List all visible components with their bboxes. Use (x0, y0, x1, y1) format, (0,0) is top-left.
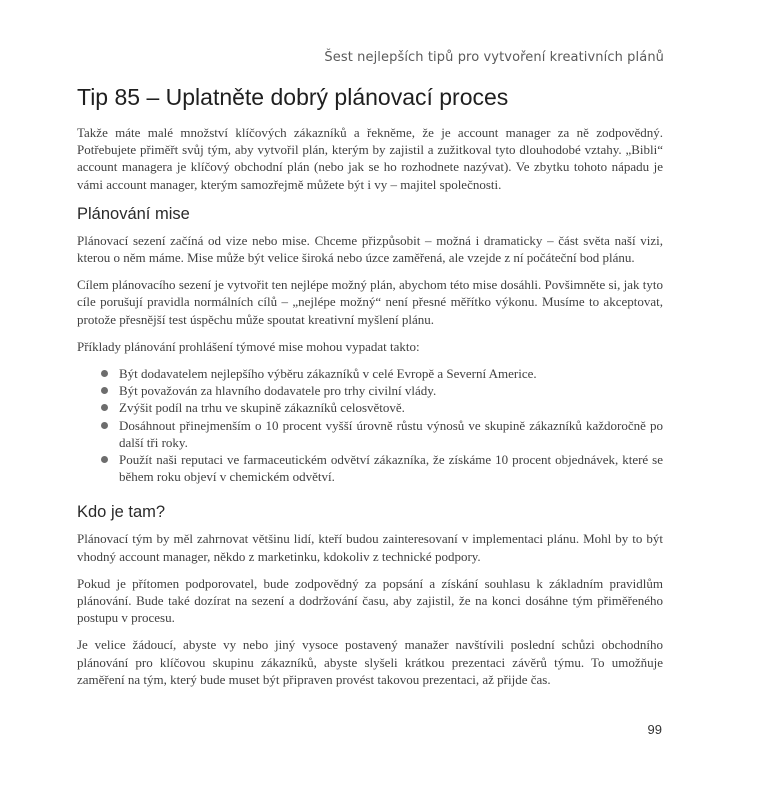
list-item-text: Dosáhnout přinejmenším o 10 procent vyšší úrovně růstu výnosů ve skupině zákazníků každoročně po další tři roky. (119, 417, 663, 450)
section-title-who-is-there: Kdo je tam? (77, 503, 166, 522)
list-item (119, 451, 663, 485)
bullet-icon (101, 387, 108, 394)
list-item-text: Použít naši reputaci ve farmaceutickém odvětví zákazníka, že získáme 10 procent objednávek, které se během roku objeví v chemickém odvětví. (119, 452, 663, 485)
list-item (119, 417, 663, 451)
intro-paragraph: Takže máte malé množství klíčových zákazníků a řekněme, že je account manager za ně zodpovědný. Potřebujete přiměřt svůj tým, aby vytvořil plán, kterým by zajistil a zužitkoval tyto dlouhodobé vztahy. „Bibli“ account managera je klíčový obchodní plán (nebo jak se ho rozhodnete nazývat). Ve zbytku tohoto nápadu je vámi account manager, kterým samozřejmě můžete být i vy – majitel společnosti. (77, 125, 663, 192)
bullet-icon (101, 404, 108, 411)
list-item (119, 382, 663, 399)
chapter-title: Tip 85 – Uplatněte dobrý plánovací proces (77, 84, 509, 110)
list-item-text: Zvýšit podíl na trhu ve skupině zákazníků celosvětově. (119, 400, 405, 416)
page-content (77, 84, 663, 698)
paragraph: Příklady plánování prohlášení týmové mise mohou vypadat takto: (77, 338, 420, 354)
bullet-icon (101, 456, 108, 463)
list-item-text: Být dodavatelem nejlepšího výběru zákazníků v celé Evropě a Severní Americe. (119, 366, 537, 382)
paragraph: Plánovací sezení začíná od vize nebo mise. Chceme přizpůsobit – možná i dramaticky – část světa naší vizi, kterou o něm máme. Mise může být velice široká nebo úzce zaměřená, ale vzejde z ní počáteční bod plánu. (77, 232, 663, 266)
running-header: Šest nejlepších tipů pro vytvoření kreativních plánů (324, 50, 664, 65)
list-item (119, 399, 663, 416)
mission-examples-list (77, 365, 663, 485)
list-item (119, 365, 663, 382)
paragraph: Cílem plánovacího sezení je vytvořit ten nejlépe možný plán, abychom této mise dosáhli. Povšimněte si, jak tyto cíle porušují pravidla normálních cílů – „nejlépe možný“ není přesné měřítko výkonu. Musíme to akceptovat, protože přesnější test úspěchu může spoutat kreativní myšlení plánu. (77, 277, 663, 327)
paragraph: Je velice žádoucí, abyste vy nebo jiný vysoce postavený manažer navštívili poslední schůzi obchodního plánování pro klíčovou skupinu zákazníků, abyste slyšeli krátkou prezentaci závěrů týmu. To umožňuje zaměření na tým, který bude muset být připraven provést takovou prezentaci, až přijde čas. (77, 637, 663, 687)
bullet-icon (101, 370, 108, 377)
page-number: 99 (647, 722, 662, 737)
paragraph: Plánovací tým by měl zahrnovat většinu lidí, kteří budou zainteresovaní v implementaci plánu. Mohl by to být vhodný account manager, někdo z marketinku, kdokoliv z technické podpory. (77, 531, 663, 564)
paragraph: Pokud je přítomen podporovatel, bude zodpovědný za popsání a získání souhlasu k základním pravidlům plánování. Bude také dozírat na sezení a dodržování času, aby zajistil, že na konci dosáhne tým přiměřeného postupu v procesu. (77, 575, 663, 626)
list-item-text: Být považován za hlavního dodavatele pro trhy civilní vlády. (119, 383, 437, 399)
section-title-mission-planning: Plánování mise (77, 204, 190, 223)
bullet-icon (101, 422, 108, 429)
